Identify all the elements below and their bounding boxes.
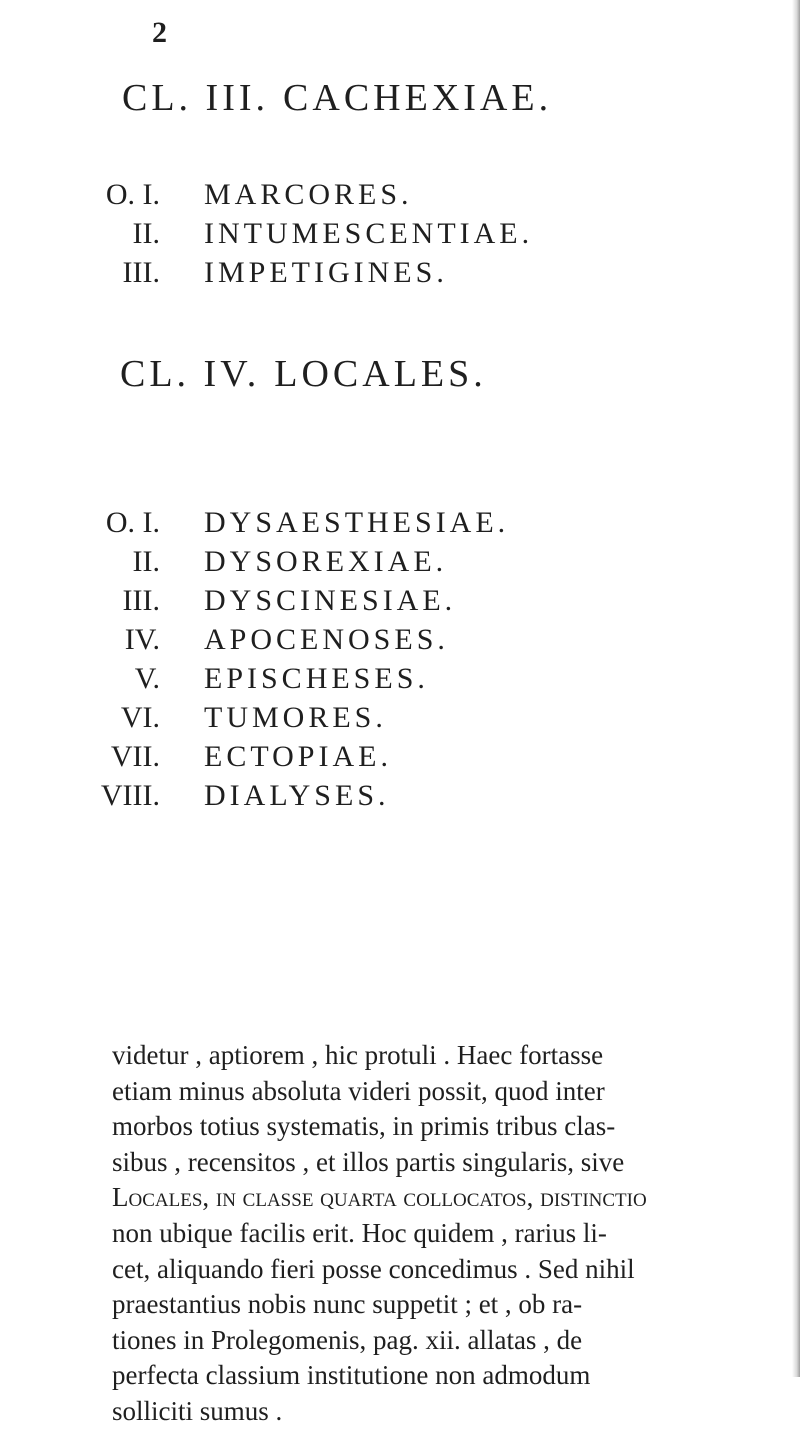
order-numeral: O. I. [105, 178, 160, 211]
order-name: INTUMESCENTIAE. [204, 217, 534, 250]
paragraph-line: cet, aliquando fieri posse concedimus . Sed nihil [112, 1253, 635, 1284]
order-name: EPISCHESES. [204, 662, 429, 695]
paragraph-line: sibus , recensitos , et illos partis singularis, sive [112, 1146, 625, 1177]
class-name: LOCALES. [274, 353, 487, 395]
order-numeral: II. [132, 217, 160, 250]
page-number: 2 [152, 16, 167, 49]
order-name: DYSAESTHESIAE. [204, 506, 510, 539]
order-numeral: VI. [120, 701, 160, 734]
paragraph-line: Locales, in classe quarta collocatos, distinctio [112, 1182, 647, 1213]
paragraph-line: solliciti sumus . [112, 1395, 283, 1426]
order-numeral: IV. [124, 623, 160, 656]
paragraph-line: etiam minus absoluta videri possit, quod inter [112, 1075, 605, 1106]
paragraph-line: videtur , aptiorem , hic protuli . Haec fortasse [112, 1040, 604, 1070]
paragraph-line: praestantius nobis nunc suppetit ; et , ob ra- [112, 1289, 583, 1320]
body-paragraph [112, 1038, 780, 1430]
order-name: DIALYSES. [204, 779, 390, 812]
order-name: DYSOREXIAE. [204, 545, 448, 578]
order-numeral: VIII. [100, 779, 160, 812]
order-numeral: O. I. [105, 506, 160, 539]
paragraph-line: perfecta classium institutione non admodum [112, 1360, 591, 1391]
order-numeral: II. [132, 545, 160, 578]
class-number: CL. IV. [120, 353, 261, 395]
order-name: TUMORES. [204, 701, 387, 734]
order-name: APOCENOSES. [204, 623, 449, 656]
page-edge-shadow [792, 0, 800, 1377]
paragraph-line: non ubique facilis erit. Hoc quidem , rarius li- [112, 1217, 607, 1248]
class-number: CL. III. [122, 77, 270, 119]
order-name: MARCORES. [204, 178, 413, 211]
paragraph-line: morbos totius systematis, in primis tribus clas- [112, 1111, 616, 1142]
class-heading-locales [120, 352, 487, 396]
order-numeral: V. [134, 662, 160, 695]
order-name: DYSCINESIAE. [204, 584, 457, 617]
order-numeral: III. [122, 256, 160, 289]
order-numeral: VII. [110, 740, 160, 773]
paragraph-line: tiones in Prolegomenis, pag. xii. allatas , de [112, 1324, 583, 1355]
order-name: ECTOPIAE. [204, 740, 392, 773]
order-name: IMPETIGINES. [204, 256, 448, 289]
class-name: CACHEXIAE. [283, 77, 553, 119]
order-numeral: III. [122, 584, 160, 617]
class-heading-cachexiae [122, 76, 552, 120]
